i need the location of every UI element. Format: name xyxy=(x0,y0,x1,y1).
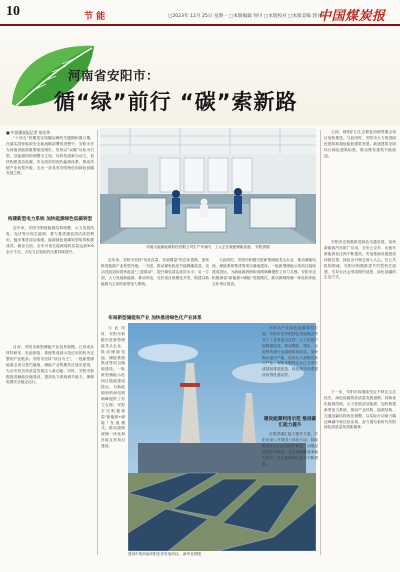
body-paragraph: 与此同时，安阳市积极引进新型储能龙头企业，推动储能电池、储能系统集成等项目落地建设。一批新型储能示范项目陆续建成投运，为新能源消纳和电网调峰提供了有力支撑。安阳市还积极探索“新能源+储能”发展模式，推动源网荷储一体化和多能互补项目建设。 xyxy=(212,258,316,286)
headline-kicker: 河南省安阳市： xyxy=(68,68,160,83)
factory-workshop-photo xyxy=(100,128,316,244)
body-paragraph: 近年来，安阳市围绕能源结构调整，大力发展风电、光伏等可再生能源，着力推进煤炭清洁高效利用，稳步推进清洁取暖，能源绿色低碳转型取得积极成效。截至目前，全市可再生能源装机容量达到300余万千瓦，占电力总装机的比重持续提升。 xyxy=(6,226,94,254)
newspaper-masthead: 中国煤炭报 xyxy=(318,9,386,24)
body-paragraph: 下一步，安阳市将继续坚定不移走生态优先、绿色低碳的高质量发展道路，持续优化能源结构，大力发展清洁能源，加快构建新型电力系统，推动产业结构、能源结构、交通运输结构优化调整，以实际行动助力碳达峰碳中和目标实现，奋力谱写新时代安阳绿色高质量发展新篇章。 xyxy=(324,390,396,430)
subhead: 构建新型电力系统 加快能源绿色低碳转型 xyxy=(7,217,93,222)
section-name: 节 能 xyxy=(84,12,106,22)
body-paragraph: 近年来，安阳市坚持“优化存量、发展增量”的总体思路，加快推进能源产业转型升级。一方面，推动煤电机组节能降碳改造、灵活性改造和供热改造“三改联动”，提升煤电清洁高效水平；另一方面，大力发展新能源，推动风电、光伏项目规模化开发，构建以新能源为主体的新型电力系统。 xyxy=(101,258,209,286)
issue-meta: □2023年 12月 25日 星期一 □本版编辑 何川 □本版校对 □本版美编 郭书杰 xyxy=(168,14,327,19)
body-paragraph: 公园、城郊矿山生态修复治理等重点项目加快推进。与此同时，安阳市大力推进绿色建筑和超低能耗建筑发展，新建建筑全面执行绿色建筑标准，推动既有建筑节能改造。 xyxy=(324,130,396,158)
body-paragraph: 安阳市还积极推进绿色交通发展，加快新能源汽车推广应用，全市公交车、出租车新能源化比例不断提高，充电基础设施建设持续完善，绿色出行理念深入人心。在公共机构领域，安阳市积极推进节约型机关创建，引导全社会形成简约适度、绿色低碳的生活方式。 xyxy=(324,240,396,280)
column-divider xyxy=(320,130,321,555)
body-paragraph: 目前，安阳市新型储能产业初具规模，已形成从材料研发、电池制造、系统集成到示范应用的较为完整的产业链条。安阳市坚持“项目为王”，一批新型储能重点项目签约落地，储能产业集聚效应逐步显现，为全市经济高质量发展注入新动能。同时，安阳市积极推进储能设施建设，提高电力系统调节能力，保障电网安全稳定运行。 xyxy=(6,345,94,385)
photo-caption: 建设中的河南安阳光伏发电项目。 新华社供图 xyxy=(128,552,202,556)
byline: ■ 中国煤炭报记者 胡克华 xyxy=(6,130,50,135)
photo-caption: 河南大能新能源科技有限公司生产车间内，工人正在装配储能设备。 安阳供图 xyxy=(146,245,270,249)
subhead: 布局新型储能和产业 加快推进绿色化产业体系 xyxy=(108,316,202,321)
page-number: 10 xyxy=(6,4,20,19)
body-paragraph: 在推动产业绿色低碳转型方面，安阳市坚持把绿色发展理念贯穿于工业发展全过程，大力实施节能降碳改造，推动钢铁、焦化、水泥等传统行业超低排放改造，加快淘汰落后产能，培育壮大战略性新兴产业。安阳市钢铁企业已全部完成超低排放改造，绿色制造体系建设取得显著成效。 xyxy=(262,326,318,378)
body-paragraph: 在推进碳汇能力提升方面，安阳市深入开展国土绿化行动，持续推进太行山生态保护修复，加强湿地保护和修复，全市森林覆盖率稳步提升，生态系统碳汇能力不断增强。 xyxy=(262,432,318,466)
header-rule xyxy=(0,24,400,26)
subhead: 建设能源利用示范 推进碳汇能力提升 xyxy=(263,417,317,428)
headline: 循“绿”前行 “碳”索新路 xyxy=(54,90,298,114)
body-paragraph: “十四五”时期是实现碳达峰的关键期和窗口期。在落实国家能源安全新战略部署的进程中，安阳市作为河南省能源重要枢纽城市，坚持以“双碳”目标为引领，以能源结构调整为主线，以科技创新为动力，加快构建清洁低碳、安全高效的现代能源体系，推动传统产业转型升级，走出一条具有安阳特色的绿色低碳发展之路。 xyxy=(6,136,94,176)
body-paragraph: 与此同时，安阳市积极引进新型储能龙头企业，推动储能电池、储能系统集成等项目落地建设。一批新型储能示范项目陆续建成投运，为新能源消纳和电网调峰提供了有力支撑。安阳市还积极探索“新能源+储能”发展模式，推动源网荷储一体化和多能互补项目建设。 xyxy=(101,326,125,449)
column-divider xyxy=(97,130,98,555)
